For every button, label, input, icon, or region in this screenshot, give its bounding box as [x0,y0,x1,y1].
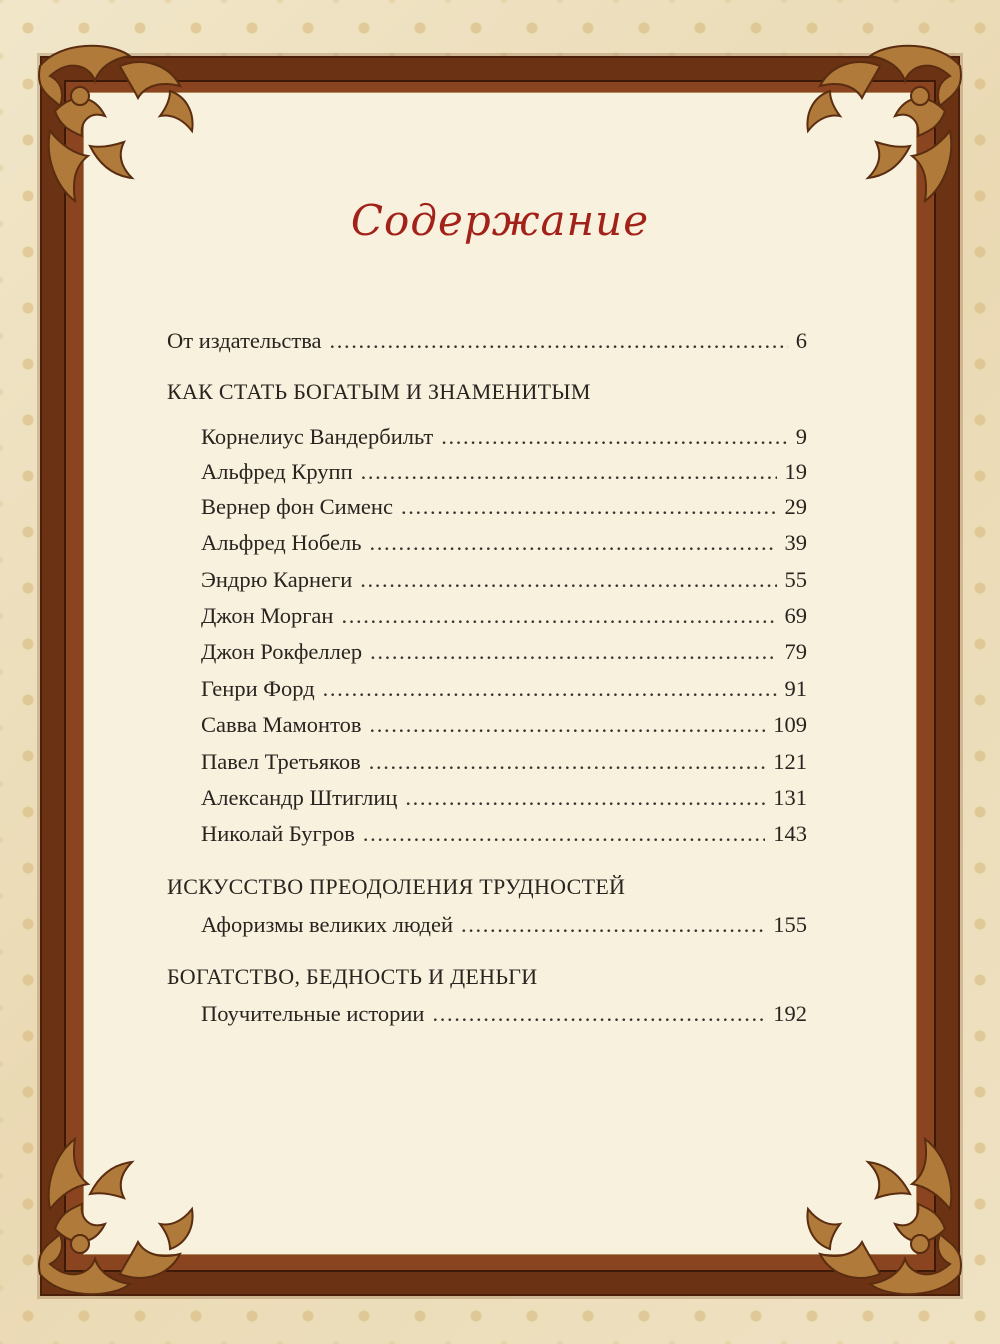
toc-entry-page: 91 [784,676,807,701]
toc-entry-page: 69 [784,603,807,628]
page-title: Содержание [350,196,650,245]
toc-page [83,92,917,1255]
toc-entry[interactable] [201,639,807,665]
leader-dots [361,459,777,485]
toc-entry-page: 79 [784,639,807,664]
toc-entry-label: Альфред Нобель [201,530,362,555]
leader-dots [405,785,765,811]
corner-ornament-bottom-left [20,1114,210,1304]
toc-entry-label: Александр Штиглиц [201,785,398,810]
leader-dots [369,530,776,556]
toc-entry[interactable] [201,821,807,847]
toc-entry[interactable] [201,749,807,775]
leader-dots [370,712,766,738]
toc-entry[interactable] [201,785,807,811]
toc-entry-label: Савва Мамонтов [201,712,362,737]
leader-dots [441,424,788,450]
toc-entry-page: 143 [773,821,807,846]
toc-entry-label: Афоризмы великих людей [201,912,454,937]
toc-entry-label: Корнелиус Вандербильт [201,424,434,449]
toc-entry-page: 121 [773,749,807,774]
leader-dots [330,328,788,354]
toc-entry-label: Поучительные истории [201,1001,425,1026]
toc-entry-label: От издательства [167,328,322,353]
toc-entry-page: 6 [795,328,807,353]
toc-entry-label: Эндрю Карнеги [201,567,353,592]
toc-entry-label: Джон Рокфеллер [201,639,363,664]
toc-entry[interactable] [201,712,807,738]
section-heading[interactable]: КАК СТАТЬ БОГАТЫМ И ЗНАМЕНИТЫМ [167,379,591,404]
toc-entry-page: 131 [773,785,807,810]
leader-dots [401,494,777,520]
toc-entry[interactable] [201,424,807,450]
toc-entry[interactable] [201,676,807,702]
section-heading[interactable]: ИСКУССТВО ПРЕОДОЛЕНИЯ ТРУДНОСТЕЙ [167,874,626,899]
toc-entry-page: 29 [784,494,807,519]
toc-entry-page: 109 [773,712,807,737]
section-heading[interactable]: БОГАТСТВО, БЕДНОСТЬ И ДЕНЬГИ [167,964,538,989]
toc-entry-label: Павел Третьяков [201,749,361,774]
toc-entry[interactable] [201,530,807,556]
toc-entry-page: 155 [773,912,807,937]
toc-entry-label: Генри Форд [201,676,315,701]
toc-entry[interactable] [201,494,807,520]
corner-ornament-bottom-right [790,1114,980,1304]
leader-dots [370,639,776,665]
toc-entry[interactable] [201,1001,807,1027]
toc-entry-label: Джон Морган [201,603,334,628]
leader-dots [323,676,777,702]
toc-entry-page: 9 [795,424,807,449]
toc-entry-label: Вернер фон Сименс [201,494,393,519]
leader-dots [369,749,765,775]
leader-dots [461,912,765,938]
toc-entry[interactable] [201,912,807,938]
toc-entry-page: 39 [784,530,807,555]
leader-dots [341,603,776,629]
toc-entry-label: Николай Бугров [201,821,355,846]
leader-dots [360,567,776,593]
toc-entry-page: 192 [773,1001,807,1026]
toc-entry-label: Альфред Крупп [201,459,353,484]
toc-entry[interactable] [167,328,807,354]
leader-dots [432,1001,765,1027]
toc-entry[interactable] [201,459,807,485]
toc-entry[interactable] [201,603,807,629]
leader-dots [363,821,765,847]
toc-entry-page: 19 [784,459,807,484]
toc-entry[interactable] [201,567,807,593]
toc-entry-page: 55 [784,567,807,592]
